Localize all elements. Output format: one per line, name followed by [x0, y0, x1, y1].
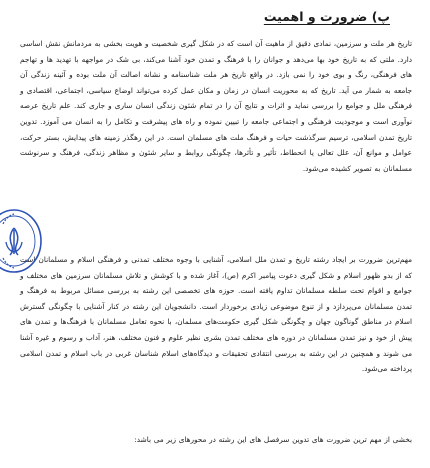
- official-seal-icon: [0, 206, 44, 276]
- paragraph-main-necessity: مهم‌ترین ضرورت بر ایجاد رشته تاریخ و تمدن ملل اسلامی، آشنایی با وجوه مختلف تمدنی و فرهنگی اسلام و مسلمانان است که از بدو ظهور اسلام و شکل گیری دعوت پیامبر اکرم (ص)، آغاز شده و با کوشش و تلاش مسلمانان سرزمین های مختلف و جوامع و اقوام تحت سلطه مسلمانان تداوم یافته است. حوزه های تخصصی این رشته به بررسی مسائل مربوط به فرهنگ و تمدن مسلمانان می‌پردازد و از تنوع موضوعی زیادی برخوردار است. دانشجویان این رشته در کنار آشنایی با چگونگی گسترش اسلام در مناطق گوناگون جهان و چگونگی شکل گیری حکومت‌های مسلمان، با نحوه تعامل مسلمانان با فرهنگ‌ها و تمدن های پیش از خود و نیز تمدن مسلمانان در دوره های مختلف تمدن بشری نظیر علوم و فنون مختلف، هنر، آداب و رسوم و غیره آشنا می شوند و همچنین در این رشته به بررسی انتقادی تحقیقات و دیدگاه‌های اسلام شناسان غربی در باب اسلام و تمدن اسلامی پرداخته می‌شود.: [20, 255, 412, 374]
- paragraph-history-importance: تاریخ هر ملت و سرزمین، نمادی دقیق از ماهیت آن است که در شکل گیری شخصیت و هویت بخشی به مردمانش نقش اساسی دارد. ملتی که به تاریخ خود بها می‌دهد و جوانان را با فرهنگ و تمدن خود آشنا می‌کند، بی شک در مواجهه با تهدید ها و تهاجم های فرهنگی، رنگ و بوی خود را نمی بازد. در واقع تاریخ هر ملت شناسنامه و نشانه اصالت آن ملت بوده و آئینه زندگی آن جامعه به شمار می آید. تاریخ که به محوریت انسان در زمان و مکان عمل کرده می‌تواند اوضاع سیاسی، اجتماعی، اقتصادی و فرهنگی ملل و جوامع را بررسی نماید و اثرات و نتایج آن را در تمام شئون زندگی انسان ساری و جاری کند. علم تاریخ عرصه نوآوری است و موجودیت فرهنگی و اجتماعی جامعه را تبیین نموده و راه های پیشرفت و تکامل را به انسان می آموزد. تدوین تاریخ تمدن اسلامی، ترسیم سرگذشت حیات و فرهنگ ملت های مسلمان است. در این رهگذر زمینه های پیدایش، بستر حرکت، عوامل و موانع آن، علل تعالی یا انحطاط، تأثیر و تأثرها، چگونگی روابط و سایر شئون و مظاهر زندگی، فرهنگ و سرنوشت مسلمانان به تصویر کشیده می‌شود.: [20, 39, 412, 173]
- section-heading: پ) ضرورت و اهمیت: [263, 9, 390, 24]
- paragraph-axes-intro: بخشی از مهم ترین ضرورت های تدوین سرفصل های این رشته در محورهای زیر می باشد:: [134, 435, 412, 444]
